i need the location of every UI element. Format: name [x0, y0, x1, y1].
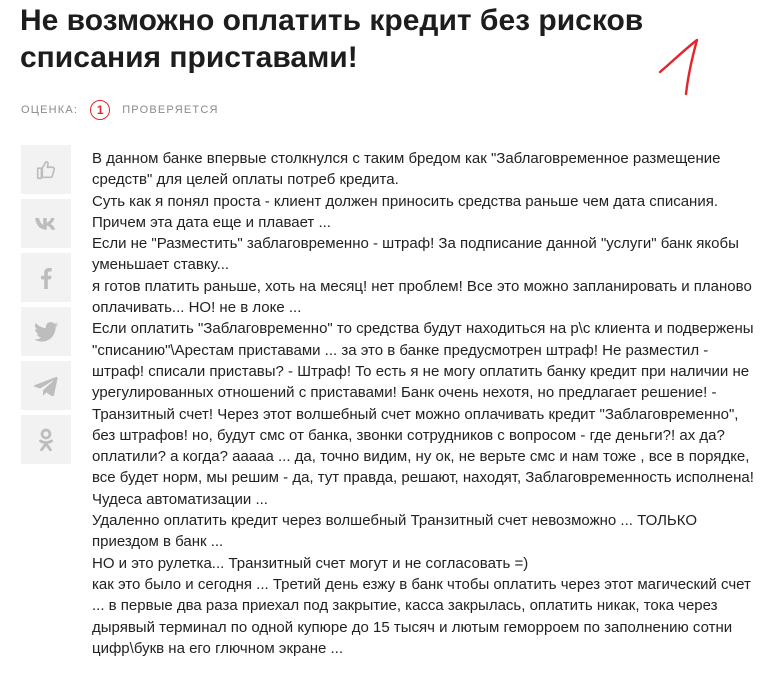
review-paragraph: Удаленно оплатить кредит через волшебный Транзитный счет невозможно ... ТОЛЬКО приездом в банк ...: [92, 512, 698, 551]
share-facebook-button[interactable]: [21, 253, 71, 302]
share-vk-button[interactable]: [21, 199, 71, 248]
handwritten-annotation: [650, 36, 710, 96]
handwritten-one-mark: [660, 40, 697, 94]
telegram-icon: [34, 376, 58, 396]
facebook-icon: [39, 267, 53, 289]
twitter-icon: [34, 322, 58, 342]
review-paragraph: как это было и сегодня ... Третий день езжу в банк чтобы оплатить через этот магический счет ... в первые два раза приехал под закрытие, касса закрылась, оплатить никак, тока через дырявый терминал по одной купюре до 15 тысяч и лютым геморроем по заполнению сотни цифр\букв на его глючном экране ...: [92, 575, 751, 657]
odnoklassniki-icon: [38, 428, 54, 452]
review-paragraph: Если оплатить "Заблаговременно" то средства будут находиться на р\с клиента и подвержены "списанию"\Арестам приставами ... за это в банке предусмотрен штраф! Не разместил - штраф! списали приставы? - Штраф! То есть я не могу оплатить банку кредит при наличии не урегулированных отношений с приставами! Банк очень нехотя, но предлагает решение! - Транзитный счет! Через этот волшебный счет можно оплачивать кредит "Заблаговременно", без штрафов! но, будут смс от банка, звонки сотрудников с вопросом - где деньги?! ах да? оплатили? а когда? ааааа ... да, точно видим, ну ок, не верьте смс и нам тоже , все в порядке, все будет норм, мы решим - да, тут правда, решают, находят, Заблаговременность исполнена! Чудеса автоматизации ...: [92, 320, 754, 508]
thumbs-up-icon: [35, 159, 57, 181]
review-paragraph: НО и это рулетка... Транзитный счет могут и не согласовать =): [92, 554, 529, 572]
vk-icon: [34, 216, 58, 232]
share-odnoklassniki-button[interactable]: [21, 415, 71, 464]
review-text: [92, 148, 762, 659]
rating-badge: 1: [90, 100, 110, 120]
rating-status: ПРОВЕРЯЕТСЯ: [122, 104, 219, 116]
review-paragraph: В данном банке впервые столкнулся с таким бредом как "Заблаговременное размещение средств" для целей оплаты потреб кредита.: [92, 150, 721, 189]
share-telegram-button[interactable]: [21, 361, 71, 410]
rating-row: [21, 98, 219, 122]
review-paragraph: Суть как я понял проста - клиент должен приносить средства раньше чем дата списания. Причем эта дата еще и плавает ...: [92, 192, 719, 231]
share-twitter-button[interactable]: [21, 307, 71, 356]
review-paragraph: Если не "Разместить" заблаговременно - штраф! За подписание данной "услуги" банк якобы уменьшает ставку...: [92, 235, 739, 274]
share-bar: [21, 145, 71, 469]
page-title: Не возможно оплатить кредит без рисков списания приставами!: [20, 4, 644, 74]
rating-label: ОЦЕНКА:: [21, 104, 79, 116]
like-button[interactable]: [21, 145, 71, 194]
review-paragraph: я готов платить раньше, хоть на месяц! нет проблем! Все это можно запланировать и планово оплачивать... НО! не в локе ...: [92, 277, 752, 317]
